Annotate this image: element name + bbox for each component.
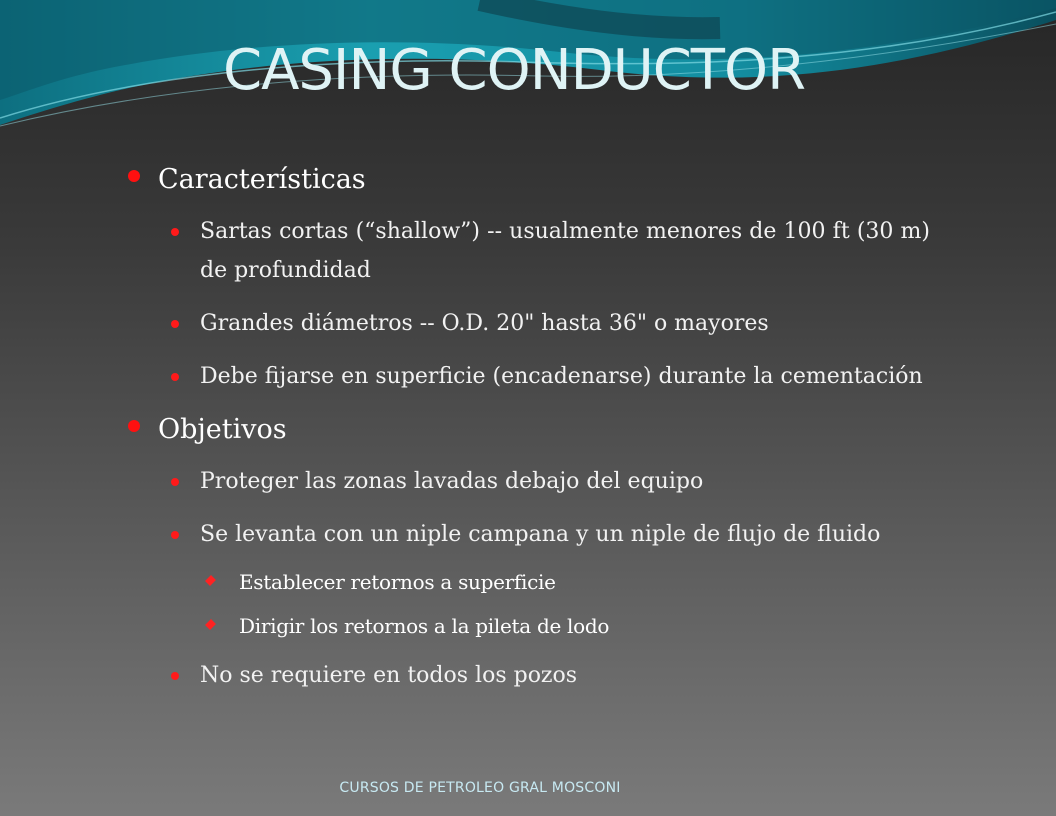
- red-diamond-bullet-icon: [205, 619, 216, 630]
- list-item-text: Sartas cortas (“shallow”) -- usualmente menores de 100 ft (30 m) de profundidad: [200, 219, 930, 283]
- red-dot-bullet-icon: [128, 420, 140, 432]
- sub-list-item: [207, 612, 930, 640]
- list-item-text: Grandes diámetros -- O.D. 20" hasta 36" o mayores: [200, 311, 769, 336]
- list-item: [171, 304, 930, 343]
- list-item-text: Proteger las zonas lavadas debajo del equipo: [200, 469, 704, 494]
- red-dot-bullet-icon: [171, 672, 179, 680]
- section-heading-text: Características: [158, 164, 366, 195]
- red-diamond-bullet-icon: [205, 575, 216, 586]
- sub-list-item-text: Establecer retornos a superficie: [239, 570, 556, 594]
- list-item-text: No se requiere en todos los pozos: [200, 663, 578, 688]
- slide-content: [128, 160, 930, 709]
- list-item: [171, 357, 930, 396]
- list-item: [171, 462, 930, 501]
- section-heading-text: Objetivos: [158, 414, 287, 445]
- list-item: [171, 515, 930, 554]
- list-item-text: Debe fijarse en superficie (encadenarse) durante la cementación: [200, 364, 923, 389]
- red-dot-bullet-icon: [171, 373, 179, 381]
- slide-title: CASING CONDUCTOR: [222, 38, 806, 103]
- red-dot-bullet-icon: [171, 478, 179, 486]
- list-item: [171, 212, 930, 290]
- slide-footer: CURSOS DE PETROLEO GRAL MOSCONI: [339, 780, 621, 796]
- red-dot-bullet-icon: [171, 531, 179, 539]
- sub-list-item: [207, 568, 930, 596]
- list-item: [171, 656, 930, 695]
- sub-list-item-text: Dirigir los retornos a la pileta de lodo: [239, 614, 610, 638]
- list-item-text: Se levanta con un niple campana y un niple de flujo de fluido: [200, 522, 881, 547]
- section-heading: [128, 410, 930, 450]
- red-dot-bullet-icon: [171, 228, 179, 236]
- section-heading: [128, 160, 930, 200]
- red-dot-bullet-icon: [171, 320, 179, 328]
- red-dot-bullet-icon: [128, 170, 140, 182]
